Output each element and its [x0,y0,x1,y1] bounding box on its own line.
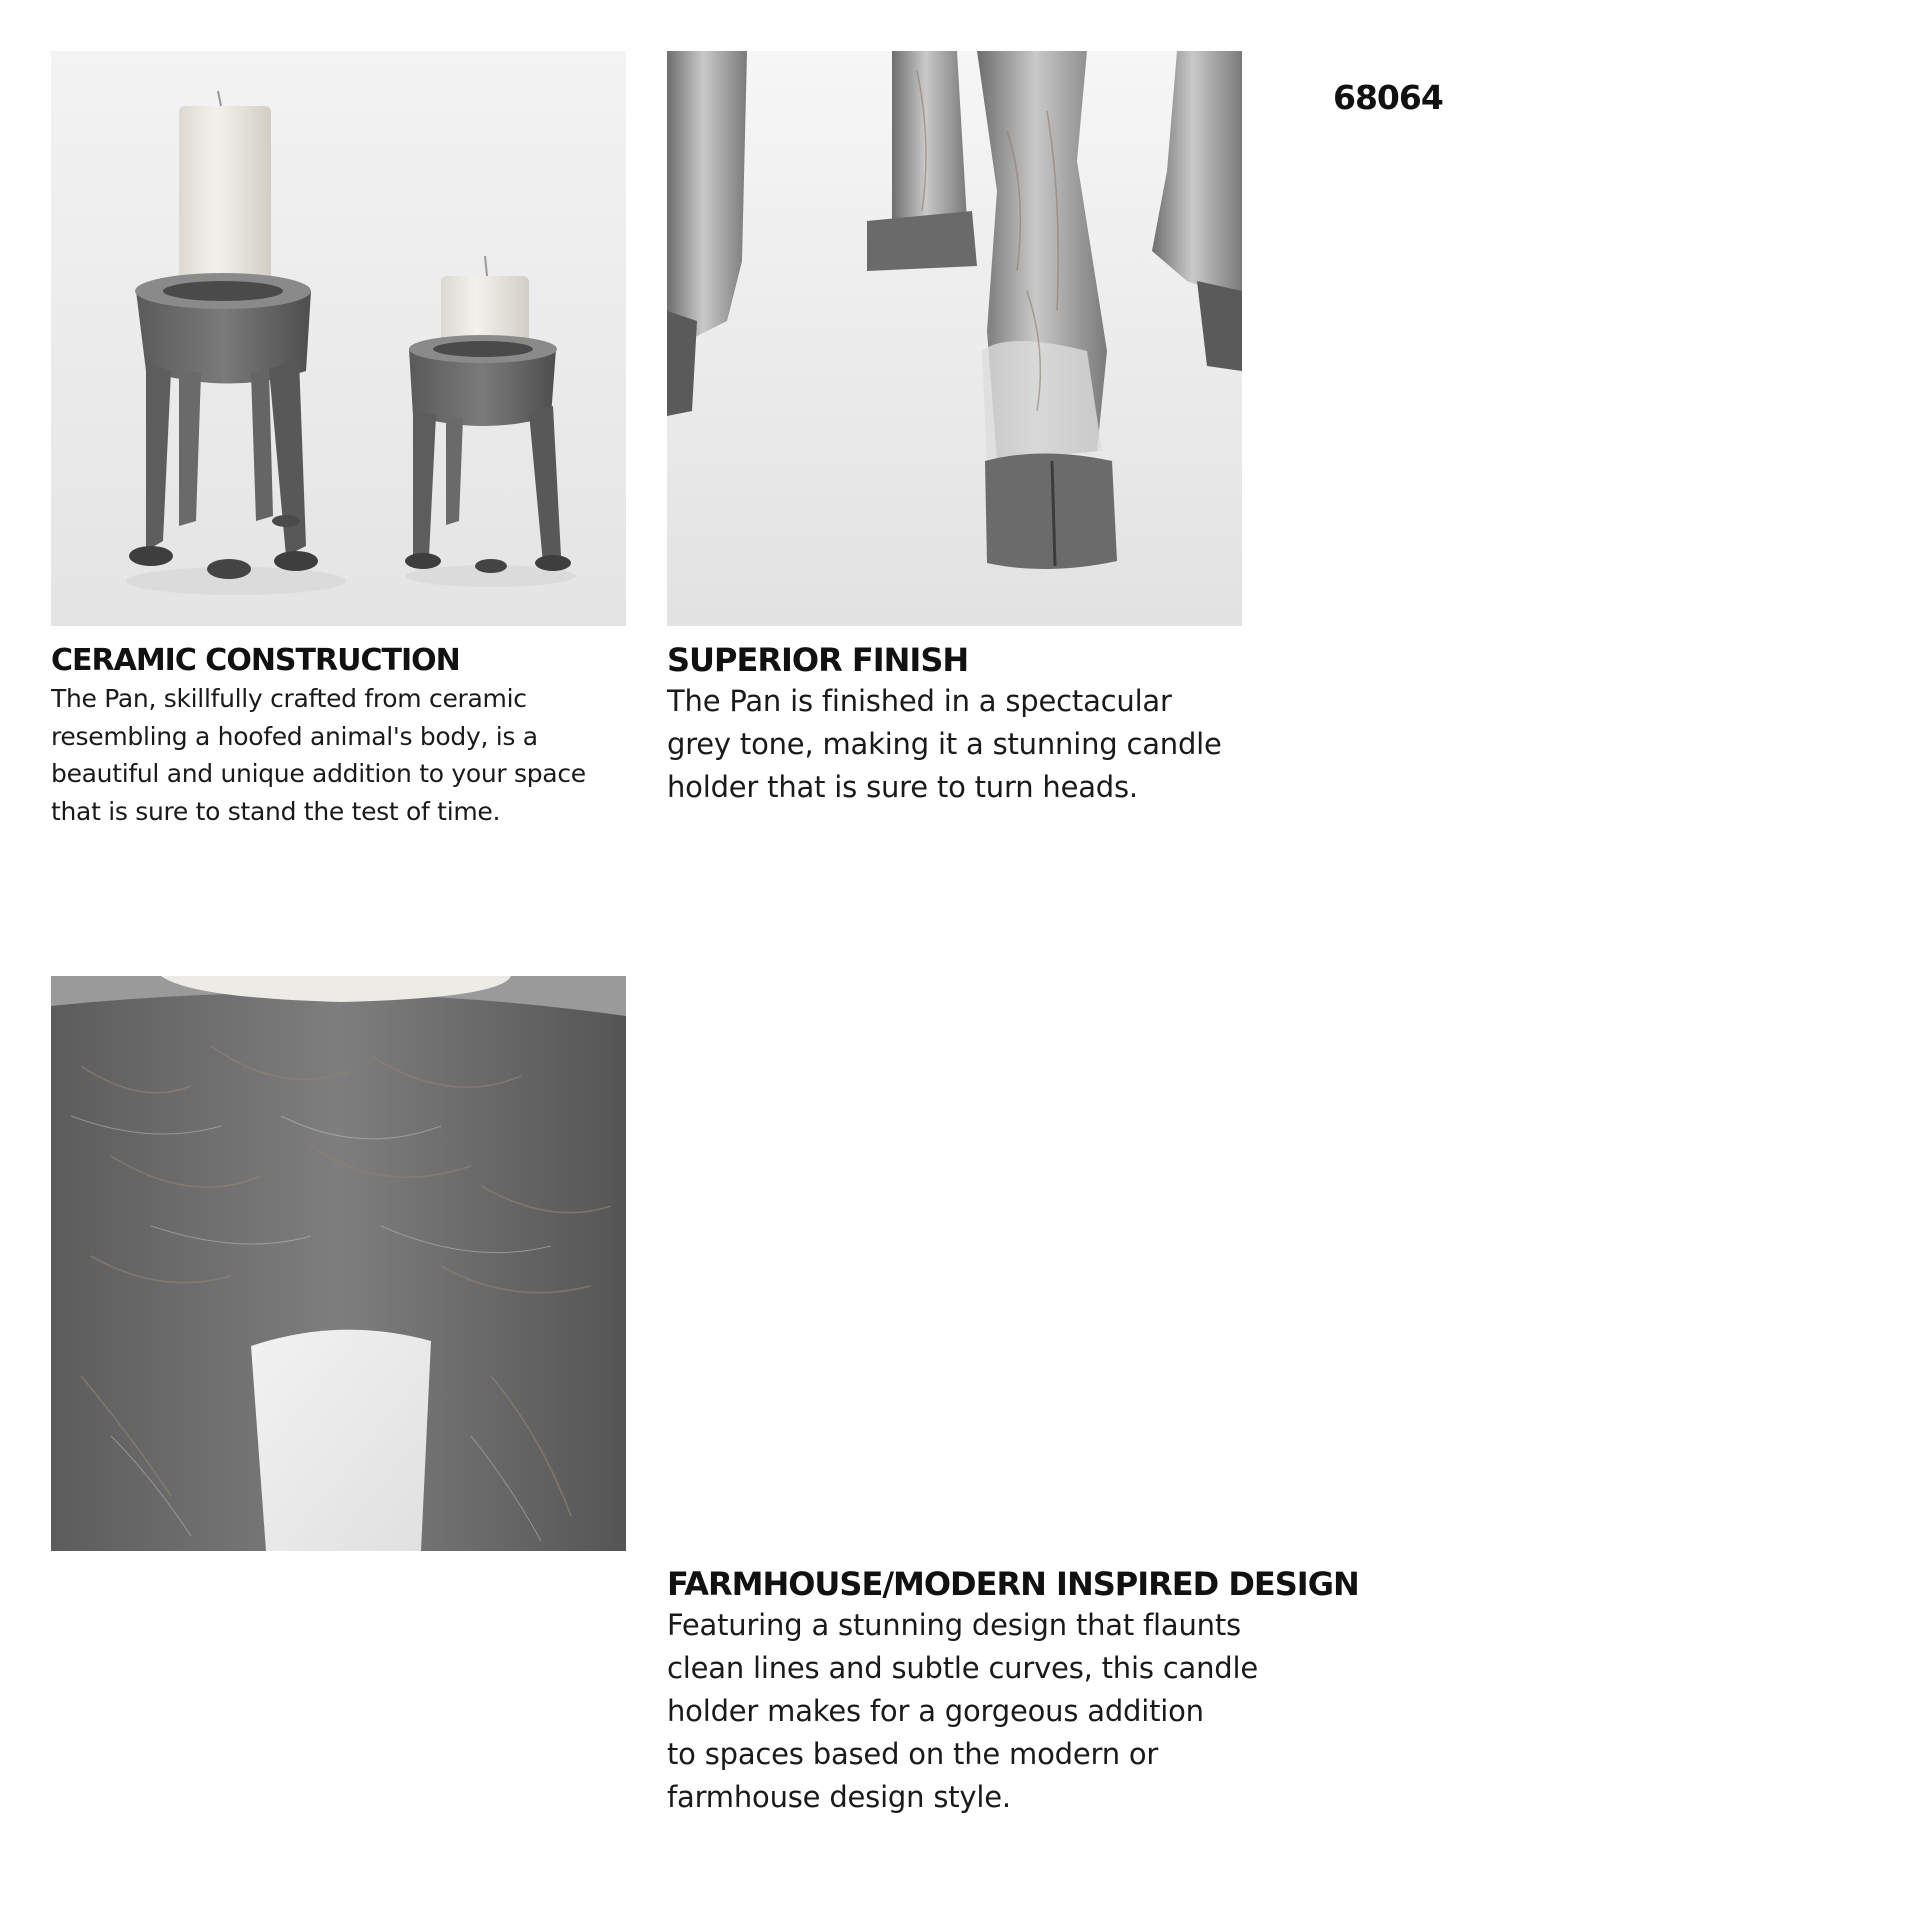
section-heading: FARMHOUSE/MODERN INSPIRED DESIGN [667,1565,1359,1603]
section-heading: CERAMIC CONSTRUCTION [51,643,460,678]
fur-texture-illustration [51,976,626,1551]
product-sku: 68064 [1333,78,1443,117]
section-body: The Pan, skillfully crafted from ceramic resembling a hoofed animal's body, is a beautiful and unique addition to your space that is sure to stand the test of time. [51,684,586,826]
section-ceramic-construction [51,642,651,830]
hooves-illustration [667,51,1242,626]
section-farmhouse-modern-design [667,1564,1427,1819]
section-superior-finish [667,640,1287,809]
product-photo-hooves [667,51,1242,626]
product-photo-texture-closeup [51,976,626,1551]
section-body: Featuring a stunning design that flaunts clean lines and subtle curves, this candle holder makes for a gorgeous addition to spaces based on the modern or farmhouse design style. [667,1608,1258,1814]
section-heading: SUPERIOR FINISH [667,641,969,679]
product-photo-candle-holders [51,51,626,626]
section-body: The Pan is finished in a spectacular grey tone, making it a stunning candle holder that is sure to turn heads. [667,684,1222,804]
candle-holders-illustration [51,51,626,626]
